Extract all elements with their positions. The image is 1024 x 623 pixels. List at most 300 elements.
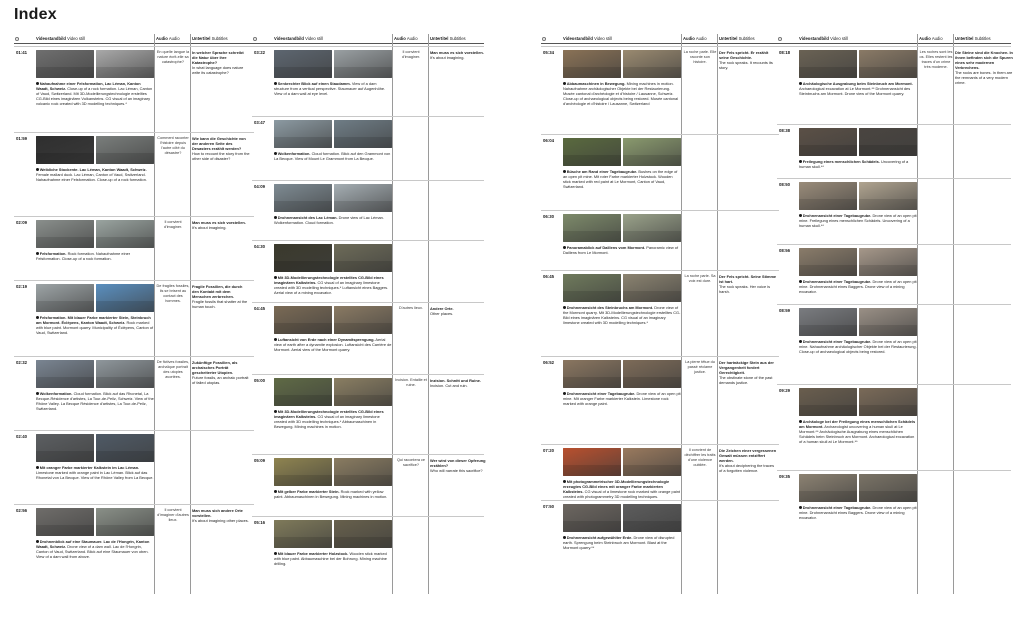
subtitle-german: Inzision. Schnitt und Ruine. — [430, 378, 482, 383]
subtitle-german: Die Steine sind die Knochen. In ihnen befinden sich die Spuren eines sehr modernen Verbrechens. — [955, 50, 1013, 70]
subtitle — [430, 378, 488, 388]
video-still-image — [563, 360, 621, 388]
caption-title: Mit oranger Farbe markierter Kalkstein im Lac Léman. — [39, 465, 140, 470]
caption-text: Bushes on the edge of an open pit mine. Mit roter Farbe markierter Holzstock. Wooden stick marked with red paint at Le Mormont, Canton of Vaud, Switzerland. — [563, 169, 678, 189]
header-audio-de: Audio — [919, 36, 931, 41]
still-caption — [563, 391, 681, 406]
caption-title: Abbaumaschinen in Bewegung. — [566, 81, 626, 86]
caption-title: Drohnenansicht einer Tagebaugrube. — [566, 391, 636, 396]
subtitle-german: Der Fels spricht. Er erzählt seine Geschichte. — [719, 50, 769, 60]
index-entry — [14, 280, 254, 356]
subtitle-english: The rock speaks. It recounts its story. — [719, 60, 773, 70]
caption-title: Mit 3D-Modellierungstechnologie erstelltes CG-Bild eines imaginären Kalksteins. — [274, 275, 384, 285]
video-stills — [563, 504, 681, 532]
header-video-still-en: Video still — [830, 36, 848, 41]
subtitle — [430, 458, 488, 473]
video-still-image — [36, 136, 94, 164]
video-still-image — [96, 50, 154, 78]
timecode: 06:04 — [543, 138, 554, 143]
clock-icon — [542, 37, 546, 41]
video-still-image — [334, 378, 392, 406]
caption-title: Wolkenformation. — [39, 391, 73, 396]
header-video-still-de: Videostandbild — [274, 36, 304, 41]
caption-text: Limestone marked with orange paint in Lac Léman. Blick auf das Rhonetal von La Becque. View of the Rhône Valley from La Becque. — [36, 470, 154, 480]
caption-title: Drohnenansicht einer Tagebaugrube. — [802, 339, 872, 344]
video-stills — [799, 388, 917, 416]
video-stills — [274, 378, 392, 406]
timecode: 06:45 — [543, 274, 554, 279]
still-caption — [274, 551, 392, 566]
index-column-2 — [252, 34, 484, 594]
video-stills — [563, 360, 681, 388]
subtitle-english: Who will narrate this sacrifice? — [430, 468, 483, 473]
caption-text: Mining machines in motion. Nahaufnahme archäologischer Objekte bei der Restaurierung. Musée cantonal d'archéologie et d'histoire / Lausanne, Schweiz. Close-up of archaeological objects being restored. Musée cantonal d'archéologie et d'histoire / Lausanne, Switzerland — [563, 81, 679, 106]
video-still-image — [274, 458, 332, 486]
still-caption — [274, 409, 392, 429]
timecode: 02:32 — [16, 360, 27, 365]
index-column-3 — [541, 34, 779, 594]
header-video-still-de: Videostandbild — [799, 36, 829, 41]
video-still-image — [563, 274, 621, 302]
still-caption — [799, 81, 917, 96]
header-subtitles-en: Subtitles — [738, 36, 755, 41]
index-entry — [541, 270, 779, 356]
index-entry — [777, 124, 1011, 178]
caption-text: Aerial view of earth after a dynamite explosion. Luftansicht des Carrière de Mormont. Aerial view of the Mormont quarry. — [274, 337, 392, 352]
subtitle-german: Wie kann die Geschichte von der anderen Seite des Desasters erzählt werden? — [192, 136, 246, 151]
header-subtitles-de: Untertitel — [719, 36, 738, 41]
subtitle-english: Other places. — [430, 311, 454, 316]
caption-text: Archaeologist uncovering a human skull at Le Mormont.** Archäologische Ausgrabung eines menschlichen Schädels beim Steinbruch am Mormont. Archaeological excavation of a human skull at Le Mormont.** — [799, 424, 915, 444]
video-still-image — [799, 50, 857, 78]
index-entry — [777, 178, 1011, 244]
caption-title: Senkrechter Blick auf einen Staudamm. — [277, 81, 351, 86]
still-caption — [36, 251, 154, 261]
video-still-image — [799, 128, 857, 156]
audio-french: Il convient d'imaginer. — [163, 220, 183, 229]
caption-text: CG visual of a limestone rock marked with orange paint created with photogrammetry 3D modelling techniques. — [563, 489, 680, 499]
still-caption — [799, 213, 917, 228]
caption-title: Luftansicht von Erde nach einer Dynamitsprengung. — [277, 337, 375, 342]
audio-french: Qui racontera ce sacrifice? — [396, 458, 426, 467]
video-stills — [563, 138, 681, 166]
subtitle-german: In welcher Sprache schreibt die Natur über ihre Katastrophe? — [192, 50, 244, 65]
page-title: Index — [14, 6, 57, 23]
video-still-image — [334, 520, 392, 548]
video-still-image — [274, 120, 332, 148]
subtitle — [719, 448, 777, 473]
caption-text: Drone view of an open pit mine. Freilegung eines menschlichen Schädels. Uncovering of a human skull.** — [799, 213, 917, 228]
index-column-4 — [777, 34, 1011, 594]
video-stills — [799, 474, 917, 502]
caption-title: Mit gelber Farbe markierter Stein. — [277, 489, 340, 494]
video-still-image — [96, 220, 154, 248]
timecode: 08:18 — [779, 50, 790, 55]
timecode: 08:59 — [779, 308, 790, 313]
caption-text: Female mallard duck. Lac Léman, Canton of Vaud, Switzerland. Nahaufnahme einer Felsformation. Close-up of a rock formation. — [36, 172, 147, 182]
clock-icon — [778, 37, 782, 41]
video-still-image — [36, 50, 94, 78]
timecode: 04:45 — [254, 306, 265, 311]
subtitle-english: It's about deciphering the traces of a forgotten violence. — [719, 463, 775, 473]
video-still-image — [623, 360, 681, 388]
caption-title: Drohnenblick auf eine Staumauer. Lac de l'Hongrin, Kanton Waadt, Schweiz. — [36, 539, 150, 549]
index-entry — [777, 46, 1011, 124]
caption-title: Nahaufnahme einer Felsformation, Lac Léman, Kanton Waadt, Schweiz. — [36, 81, 141, 91]
video-still-image — [36, 220, 94, 248]
video-still-image — [96, 508, 154, 536]
still-caption — [563, 305, 681, 325]
still-caption — [274, 151, 392, 161]
column-header — [541, 34, 779, 44]
column-header — [777, 34, 1011, 44]
audio-french: La pierre têtue du passé réclame justice. — [685, 360, 715, 374]
still-caption — [274, 215, 392, 225]
subtitle-english: It's about imagining. — [430, 55, 465, 60]
video-still-image — [859, 248, 917, 276]
caption-title: Felsformation. — [39, 251, 67, 256]
caption-title: Mit blauer Farbe markierter Holzstock. — [277, 551, 349, 556]
video-stills — [274, 244, 392, 272]
subtitle — [955, 50, 1013, 85]
subtitle-german: Wer wird von dieser Opferung erzählen? — [430, 458, 486, 468]
subtitle-german: Andere Orte. — [430, 306, 454, 311]
column-header — [14, 34, 254, 44]
index-entry — [252, 454, 484, 516]
index-entry — [252, 240, 484, 302]
caption-text: Drone view of the Mormont quarry. Mit 3D-Modellierungstechnologie erstelltes CG-Bild eines imaginären Kalksteins. CG visual of an imaginary limestone created with 3D modelling techniques.* — [563, 305, 681, 325]
audio-french: La roche parle. Elle raconte son histoire. — [683, 50, 717, 64]
header-video-still — [36, 36, 85, 41]
timecode: 05:09 — [254, 458, 265, 463]
subtitle — [719, 50, 777, 70]
subtitle-english: In what language does nature write its catastrophe? — [192, 65, 244, 75]
column-header — [252, 34, 484, 44]
header-video-still — [563, 36, 612, 41]
subtitle — [192, 360, 250, 385]
index-entry — [252, 302, 484, 374]
index-entry — [14, 430, 254, 504]
video-stills — [36, 284, 154, 312]
header-audio-en: Audio — [695, 36, 707, 41]
video-stills — [36, 434, 154, 462]
timecode: 02:09 — [16, 220, 27, 225]
index-entry — [252, 180, 484, 240]
subtitle-german: Die Zeichen einer vergessenen Gewalt müssen entziffert werden. — [719, 448, 777, 463]
video-still-image — [96, 284, 154, 312]
still-caption — [36, 315, 154, 335]
video-still-image — [859, 182, 917, 210]
still-caption — [36, 167, 154, 182]
index-entry — [14, 46, 254, 132]
still-caption — [563, 245, 681, 255]
still-caption — [36, 391, 154, 411]
video-stills — [799, 182, 917, 210]
clock-icon — [253, 37, 257, 41]
subtitle — [430, 306, 488, 316]
index-column-1 — [14, 34, 254, 594]
video-still-image — [623, 50, 681, 78]
video-still-image — [274, 520, 332, 548]
index-entry — [252, 116, 484, 180]
video-still-image — [96, 360, 154, 388]
header-subtitles-de: Untertitel — [430, 36, 449, 41]
subtitle-english: It's about imagining other places. — [192, 518, 249, 523]
video-still-image — [623, 214, 681, 242]
caption-text: Rock marked with yellow paint. Abbaumaschinen in Bewegung. Mining machines in motion. — [274, 489, 388, 499]
still-caption — [36, 465, 154, 480]
subtitle-german: Der Fels spricht. Seine Stimme ist hart. — [719, 274, 777, 284]
video-stills — [563, 274, 681, 302]
caption-text: Drone view of an open pit mine. Drohnenansicht eines Baggers. Drone view of a mining excavator. — [799, 505, 917, 520]
caption-text: View of a dam structure from a vertical perspective. Staumauer auf Augenhöhe. View of a dam wall at eye level. — [274, 81, 386, 96]
caption-title: Wolkenformation. — [277, 151, 311, 156]
header-subtitles-en: Subtitles — [449, 36, 466, 41]
video-stills — [563, 448, 681, 476]
timecode: 04:09 — [254, 184, 265, 189]
timecode: 05:34 — [543, 50, 554, 55]
video-stills — [274, 184, 392, 212]
index-entry — [777, 304, 1011, 384]
subtitle — [192, 50, 250, 75]
audio-french: Il convient d'imaginer. — [401, 50, 421, 59]
audio-french: La roche parle. Sa voix est dure. — [684, 274, 716, 283]
index-entry — [252, 374, 484, 454]
subtitle — [192, 220, 250, 230]
index-entry — [252, 46, 484, 116]
timecode: 08:56 — [779, 248, 790, 253]
video-still-image — [274, 184, 332, 212]
caption-text: Drone view of an open pit mine. Drohnenansicht eines Baggers. Drone view of a mining excavator. — [799, 279, 917, 294]
index-entry — [541, 210, 779, 270]
caption-title: Drohnenansicht des Steinbruchs am Mormont. — [566, 305, 654, 310]
timecode: 02:56 — [16, 508, 27, 513]
video-still-image — [36, 284, 94, 312]
caption-title: Weibliche Stockente. Lac Léman, Kanton Waadt, Schweiz. — [39, 167, 147, 172]
timecode: 07:20 — [543, 448, 554, 453]
audio-french: Incision. Entaille et ruine. — [395, 378, 427, 387]
caption-title: Freilegung eines menschlichen Schädels. — [802, 159, 880, 164]
subtitle-german: Man muss sich andere Orte vorstellen. — [192, 508, 243, 518]
timecode: 07:50 — [543, 504, 554, 509]
caption-title: Büsche am Rand einer Tagebaugrube. — [566, 169, 638, 174]
caption-title: Drohnenansicht einer Tagebaugrube. — [802, 505, 872, 510]
still-caption — [563, 535, 681, 550]
timecode: 01:41 — [16, 50, 27, 55]
caption-text: Uncovering of a human skull.** — [799, 159, 909, 169]
video-still-image — [799, 308, 857, 336]
header-subtitles-de: Untertitel — [955, 36, 974, 41]
timecode: 01:59 — [16, 136, 27, 141]
video-stills — [563, 214, 681, 242]
index-entry — [541, 444, 779, 500]
caption-title: Mit 3D-Modellierungstechnologie erstelltes CG-Bild eines imaginären Kalksteins. — [274, 409, 384, 419]
index-entry — [14, 132, 254, 216]
video-still-image — [563, 448, 621, 476]
video-stills — [799, 128, 917, 156]
still-caption — [274, 81, 392, 96]
caption-text: Drone view of an open pit mine. Nahaufnahme archäologischer Objekte bei der Restaurierung. Close-up of archaeological objects being restored. — [799, 339, 917, 354]
video-still-image — [274, 306, 332, 334]
subtitle-english: Future fossils, an archaic portrait of failed utopias. — [192, 375, 249, 385]
audio-french: De fragiles fossiles, ils se brisent au contact des hommes. — [156, 284, 190, 303]
video-still-image — [563, 214, 621, 242]
still-caption — [799, 339, 917, 354]
still-caption — [799, 419, 917, 444]
header-subtitles — [955, 36, 991, 41]
header-audio — [394, 36, 418, 41]
timecode: 05:00 — [254, 378, 265, 383]
video-still-image — [36, 434, 94, 462]
video-still-image — [334, 120, 392, 148]
video-still-image — [36, 508, 94, 536]
video-still-image — [274, 378, 332, 406]
video-stills — [563, 50, 681, 78]
header-audio-en: Audio — [168, 36, 180, 41]
subtitle — [192, 284, 250, 309]
header-audio-de: Audio — [156, 36, 168, 41]
video-still-image — [274, 50, 332, 78]
audio-french: D'autres lieux. — [399, 306, 423, 310]
video-still-image — [334, 50, 392, 78]
index-entry — [541, 46, 779, 134]
timecode: 02:40 — [16, 434, 27, 439]
timecode: 06:30 — [543, 214, 554, 219]
video-stills — [36, 50, 154, 78]
timecode: 09:35 — [779, 474, 790, 479]
header-subtitles-en: Subtitles — [974, 36, 991, 41]
index-entry — [777, 244, 1011, 304]
subtitle-german: Zukünftige Fossilien, als archaisches Porträt gescheiterter Utopien. — [192, 360, 238, 375]
subtitle-english: The obstinate stone of the past demands justice. — [719, 375, 773, 385]
caption-title: Felsformation. Mit blauer Farbe markierter Stein, Steinbruch am Mormont. Éclépens, Kanton Waadt, Schweiz. — [36, 315, 151, 325]
video-stills — [274, 120, 392, 148]
audio-french: Il convient de déchiffrer les traits d'une violence oubliée. — [684, 448, 716, 467]
video-stills — [274, 50, 392, 78]
video-still-image — [96, 136, 154, 164]
video-still-image — [859, 128, 917, 156]
video-still-image — [563, 504, 621, 532]
clock-icon — [15, 37, 19, 41]
timecode: 03:22 — [254, 50, 265, 55]
caption-text: Wooden stick marked with blue paint. Abbaumaschine bei der Bohrung. Mining machine drilling. — [274, 551, 387, 566]
video-still-image — [799, 388, 857, 416]
video-still-image — [799, 474, 857, 502]
audio-french: Comment raconter l'histoire depuis l'autre côté du désastre? — [157, 136, 189, 155]
header-audio-en: Audio — [931, 36, 943, 41]
video-still-image — [563, 50, 621, 78]
subtitle — [430, 50, 488, 60]
index-entry — [14, 504, 254, 584]
caption-text: Rock marked with blue paint. Mormont quarry. Municipality of Éclépens, Canton of Vaud, Switzerland. — [36, 320, 154, 335]
header-video-still — [799, 36, 848, 41]
subtitle-german: Fragile Fossilien, die durch den Kontakt mit dem Menschen zerbrechen. — [192, 284, 243, 299]
caption-text: Cloud formation. Blick auf den Grammont von La Becque. View of Mount Le Grammont from La Becque. — [274, 151, 391, 161]
header-video-still-en: Video still — [594, 36, 612, 41]
video-still-image — [859, 308, 917, 336]
caption-text: Drone view of Lac Léman. Wolkenformation. Cloud formation. — [274, 215, 384, 225]
video-still-image — [859, 388, 917, 416]
subtitle-german: Der hartnäckige Stein aus der Vergangenheit fordert Gerechtigkeit. — [719, 360, 774, 375]
video-still-image — [563, 138, 621, 166]
header-subtitles-en: Subtitles — [211, 36, 228, 41]
video-still-image — [334, 184, 392, 212]
subtitle — [192, 508, 250, 523]
video-still-image — [36, 360, 94, 388]
video-still-image — [799, 248, 857, 276]
index-entry — [541, 134, 779, 210]
video-stills — [36, 136, 154, 164]
subtitle-english: The rocks are bones. In them are the remnants of a very modern crime. — [955, 70, 1013, 85]
header-audio-de: Audio — [683, 36, 695, 41]
video-stills — [799, 50, 917, 78]
header-audio — [156, 36, 180, 41]
header-audio — [919, 36, 943, 41]
subtitle — [719, 360, 777, 385]
index-entry — [777, 384, 1011, 470]
caption-text: Drone view of an open pit mine. Mit oranger Farbe markierter Kalkstein. Limestone rock marked with orange paint. — [563, 391, 681, 406]
audio-french: Il convient d'imaginer d'autres lieux. — [157, 508, 189, 522]
caption-text: Close-up of a rock formation. Lac Léman, Canton of Vaud, Switzerland. Mit 3D-Modellierungstechnologie erstelltes CG-Bild eines imaginären Vulkansteins. CG visual of an imaginary volcanic rock created with 3D modelling techniques.* — [36, 86, 153, 106]
video-stills — [799, 248, 917, 276]
timecode: 02:19 — [16, 284, 27, 289]
header-subtitles — [719, 36, 755, 41]
still-caption — [799, 159, 917, 169]
still-caption — [36, 539, 154, 559]
header-subtitles-de: Untertitel — [192, 36, 211, 41]
timecode: 08:38 — [779, 128, 790, 133]
index-entry — [777, 470, 1011, 584]
timecode: 04:30 — [254, 244, 265, 249]
header-video-still-en: Video still — [305, 36, 323, 41]
still-caption — [563, 169, 681, 189]
timecode: 09:29 — [779, 388, 790, 393]
still-caption — [274, 489, 392, 499]
video-still-image — [799, 182, 857, 210]
video-still-image — [334, 244, 392, 272]
caption-text: Panoramic view of Daillens from Le Mormont. — [563, 245, 679, 255]
header-subtitles — [430, 36, 466, 41]
video-stills — [799, 308, 917, 336]
caption-title: Drohnenansicht einer Tagebaugrube. — [802, 279, 872, 284]
caption-title: Archäologe bei der Freilegung eines menschlichen Schädels am Mormont. — [799, 419, 916, 429]
audio-french: En quelle langue la nature écrit-elle sa catastrophe? — [156, 50, 190, 64]
still-caption — [799, 279, 917, 294]
caption-text: Rock formation. Nahaufnahme einer Felsformation. Close-up of a rock formation. — [36, 251, 131, 261]
caption-title: Drohnenansicht einer Tagebaugrube. — [802, 213, 872, 218]
timecode: 08:50 — [779, 182, 790, 187]
video-still-image — [859, 50, 917, 78]
index-entry — [252, 516, 484, 584]
caption-title: Drohnenansicht aufgewühlter Erde. — [566, 535, 633, 540]
header-video-still-de: Videostandbild — [36, 36, 66, 41]
video-stills — [274, 520, 392, 548]
caption-text: Drone view of disrupted earth. Sprengung beim Steinbruch am Mormont. Blast at the Mormont quarry.** — [563, 535, 675, 550]
video-still-image — [274, 244, 332, 272]
video-stills — [36, 220, 154, 248]
caption-text: Cloud formation. Blick auf das Rhonetal, La Becque-Résidence d'artistes, La Tour-de-Peilz, Schweiz. View of the Rhône Valley. La Becque Résidence d'artistes, La Tour-de-Peilz, Switzerland. — [36, 391, 154, 411]
caption-text: CG visual of an imaginary limestone created with 3D modelling techniques.* Abbaumaschinen in Bewegung. Mining machines in motion. — [274, 414, 380, 429]
caption-title: Panoramablick auf Daillens vom Mormont. — [566, 245, 646, 250]
header-audio — [683, 36, 707, 41]
still-caption — [563, 81, 681, 106]
video-still-image — [96, 434, 154, 462]
header-video-still — [274, 36, 323, 41]
index-entry — [541, 356, 779, 444]
still-caption — [563, 479, 681, 499]
subtitle-german: Man muss es sich vorstellen. — [192, 220, 246, 225]
audio-french: Les roches sont les os. Elles restent les traces d'un crime très moderne. — [919, 50, 953, 69]
